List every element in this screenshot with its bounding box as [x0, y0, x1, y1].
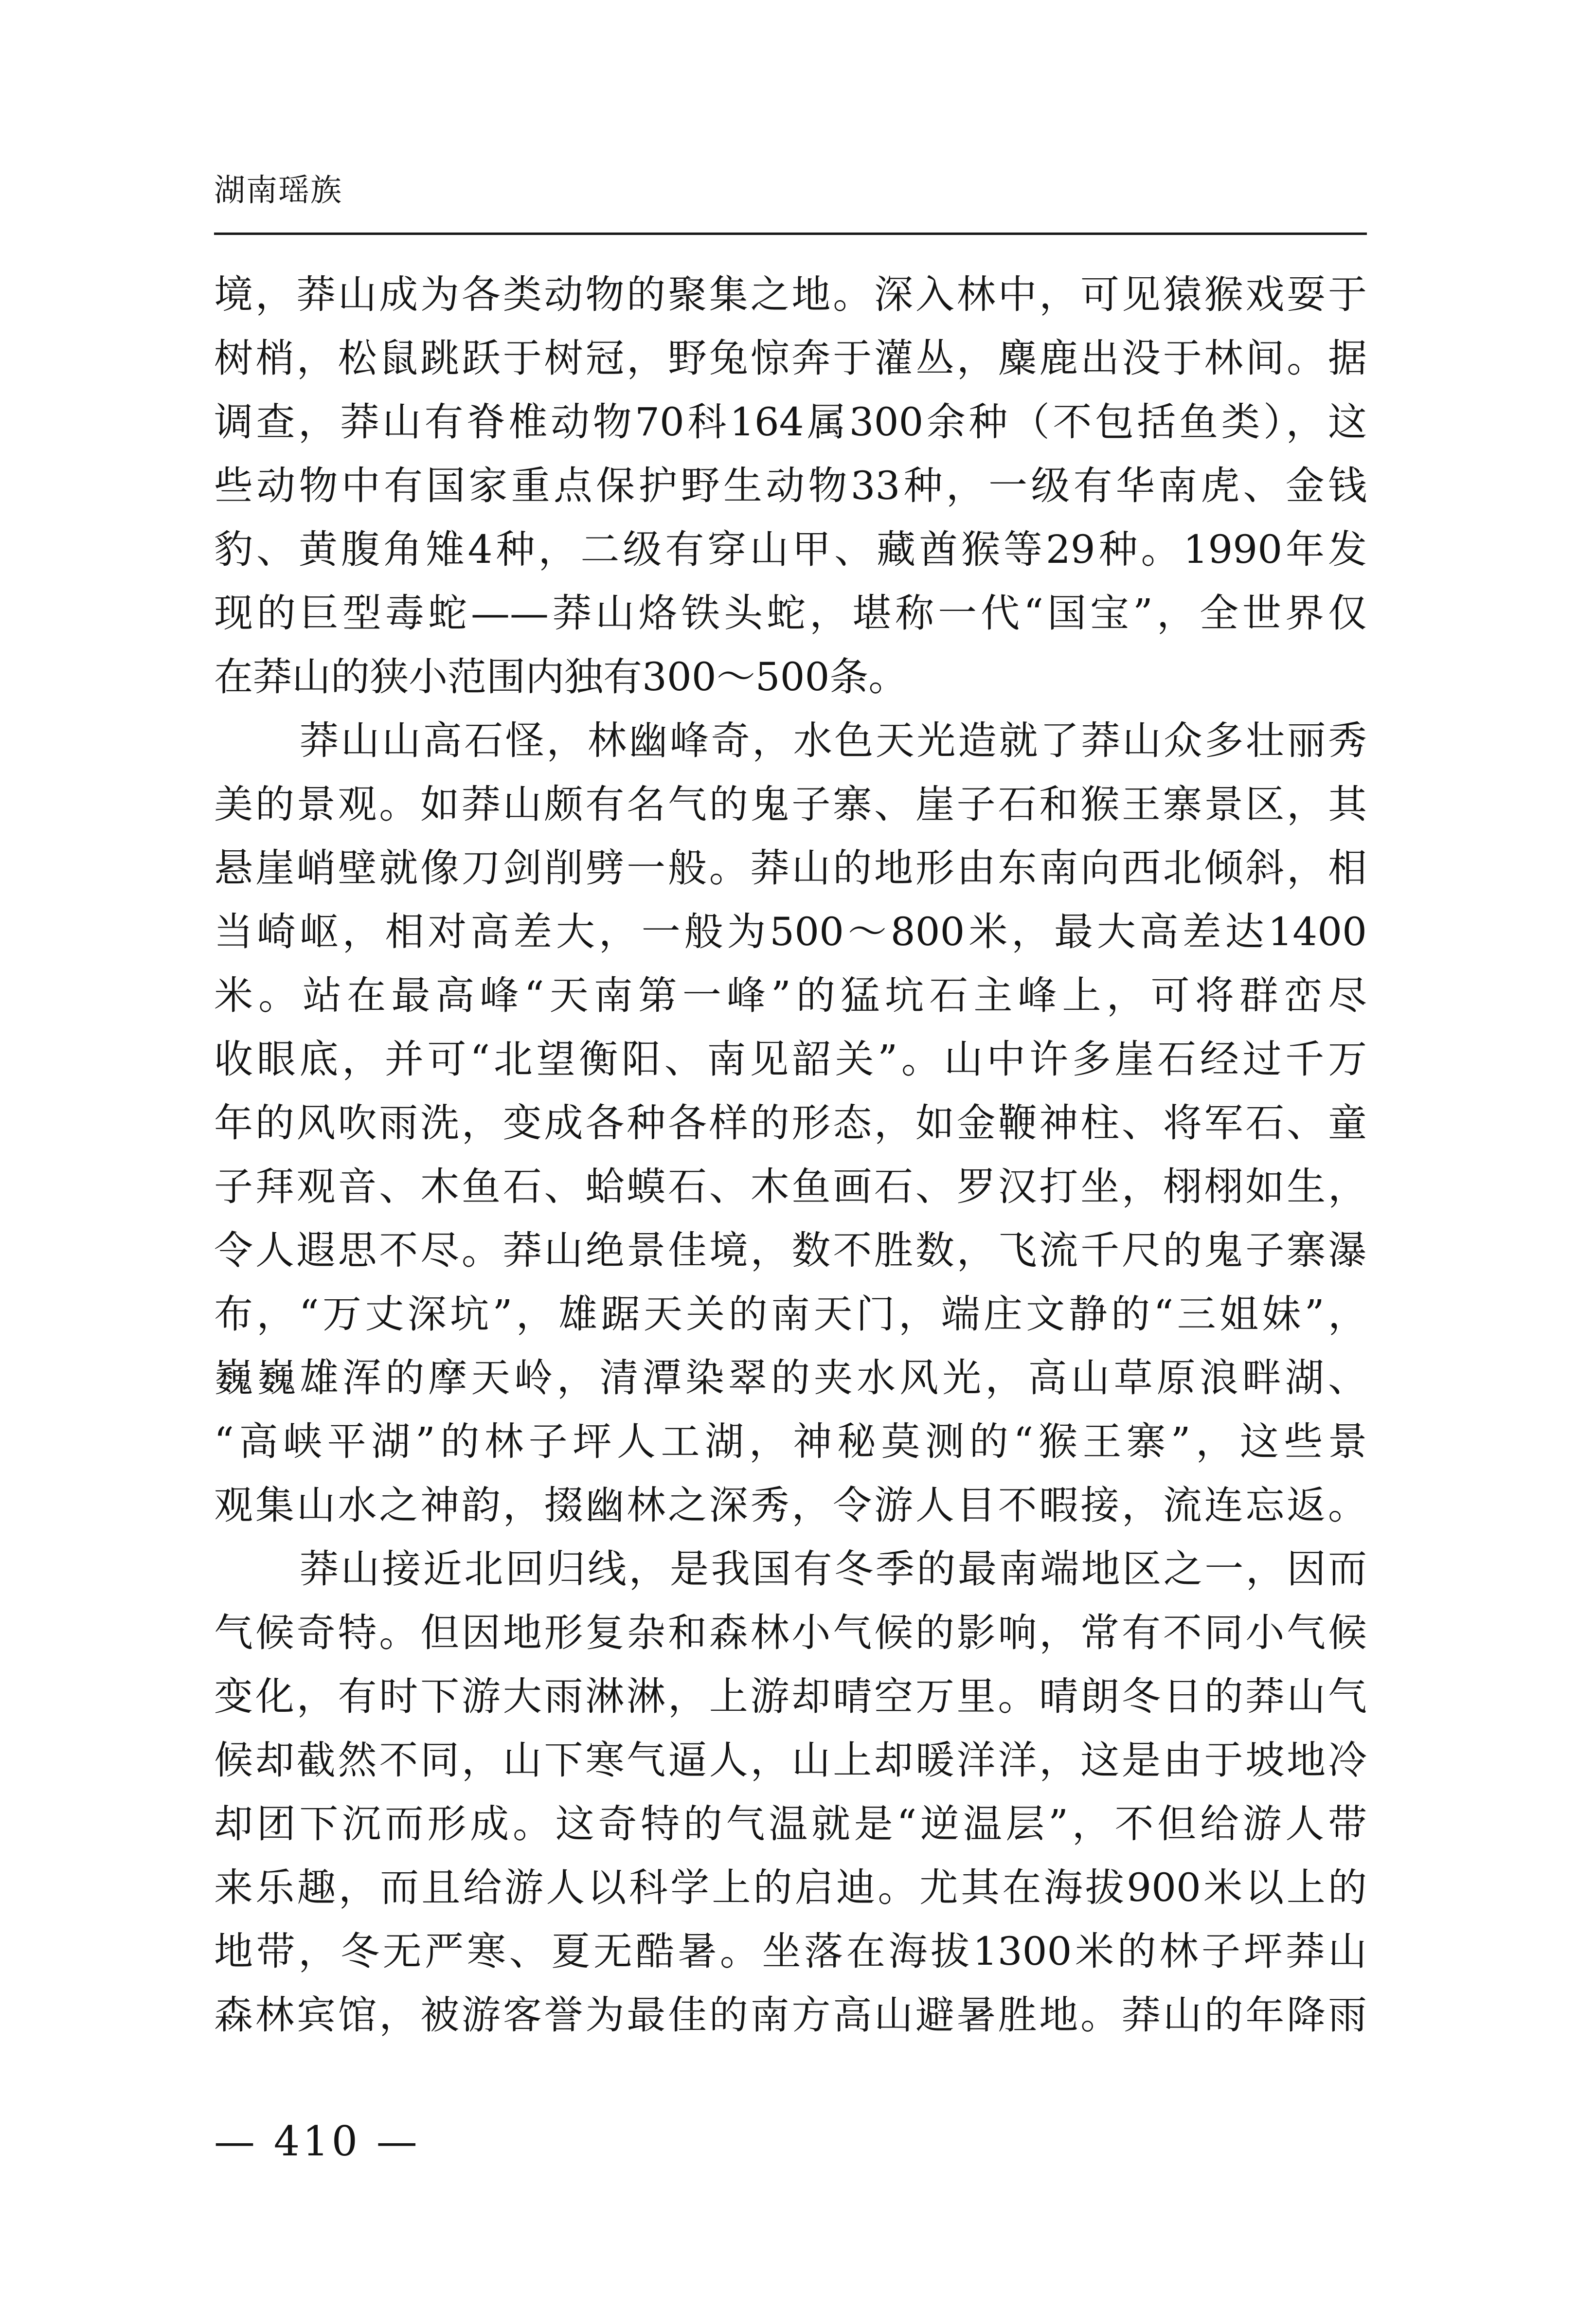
paragraph-first-line: 莽山接近北回归线，是我国有冬季的最南端地区之一，因而 [300, 1546, 1367, 1592]
text-line: 豹、黄腹角雉4种，二级有穿山甲、藏酋猴等29种。1990年发 [214, 527, 1367, 572]
text-line: 却团下沉而形成。这奇特的气温就是“逆温层”，不但给游人带 [214, 1801, 1367, 1847]
text-line: 年的风吹雨洗，变成各种各样的形态，如金鞭神柱、将军石、童 [214, 1100, 1367, 1146]
text-line: 森林宾馆，被游客誉为最佳的南方高山避暑胜地。莽山的年降雨 [214, 1992, 1367, 2038]
text-line: 候却截然不同，山下寒气逼人，山上却暖洋洋，这是由于坡地冷 [214, 1738, 1367, 1783]
text-line: 美的景观。如莽山颇有名气的鬼子寨、崖子石和猴王寨景区，其 [214, 782, 1367, 827]
text-line: 地带，冬无严寒、夏无酷暑。坐落在海拔1300米的林子坪莽山 [214, 1929, 1367, 1974]
text-line: “高峡平湖”的林子坪人工湖，神秘莫测的“猴王寨”，这些景 [214, 1419, 1367, 1464]
text-line: 来乐趣，而且给游人以科学上的启迪。尤其在海拔900米以上的 [214, 1865, 1367, 1910]
body-text [214, 263, 1367, 2047]
text-line: 收眼底，并可“北望衡阳、南见韶关”。山中许多崖石经过千万 [214, 1037, 1367, 1082]
header-rule [214, 233, 1367, 235]
text-line: 令人遐思不尽。莽山绝景佳境，数不胜数，飞流千尺的鬼子寨瀑 [214, 1228, 1367, 1273]
text-line: 调查，莽山有脊椎动物70科164属300余种（不包括鱼类），这 [214, 399, 1367, 445]
page-number: — 410 — [214, 2117, 420, 2165]
text-line: 当崎岖，相对高差大，一般为500～800米，最大高差达1400 [214, 909, 1367, 954]
text-line: 悬崖峭壁就像刀剑削劈一般。莽山的地形由东南向西北倾斜，相 [214, 845, 1367, 891]
text-line: 观集山水之神韵，掇幽林之深秀，令游人目不暇接，流连忘返。 [214, 1483, 1367, 1528]
text-line: 变化，有时下游大雨淋淋，上游却晴空万里。晴朗冬日的莽山气 [214, 1674, 1367, 1719]
text-line: 子拜观音、木鱼石、蛤蟆石、木鱼画石、罗汉打坐，栩栩如生， [214, 1164, 1367, 1209]
running-title: 湖南瑶族 [214, 173, 342, 209]
text-line: 米。站在最高峰“天南第一峰”的猛坑石主峰上，可将群峦尽 [214, 973, 1367, 1018]
text-line: 境，莽山成为各类动物的聚集之地。深入林中，可见猿猴戏耍于 [214, 272, 1367, 317]
text-line: 在莽山的狭小范围内独有300～500条。 [214, 654, 908, 699]
text-line: 布，“万丈深坑”，雄踞天关的南天门，端庄文静的“三姐妹”， [214, 1291, 1367, 1337]
text-line: 树梢，松鼠跳跃于树冠，野兔惊奔于灌丛，麋鹿出没于林间。据 [214, 336, 1367, 381]
text-line: 现的巨型毒蛇——莽山烙铁头蛇，堪称一代“国宝”，全世界仅 [214, 591, 1367, 636]
paragraph-first-line: 莽山山高石怪，林幽峰奇，水色天光造就了莽山众多壮丽秀 [300, 718, 1367, 763]
text-line: 些动物中有国家重点保护野生动物33种，一级有华南虎、金钱 [214, 463, 1367, 508]
text-line: 巍巍雄浑的摩天岭，清潭染翠的夹水风光，高山草原浪畔湖、 [214, 1355, 1367, 1400]
text-line: 气候奇特。但因地形复杂和森林小气候的影响，常有不同小气候 [214, 1610, 1367, 1655]
